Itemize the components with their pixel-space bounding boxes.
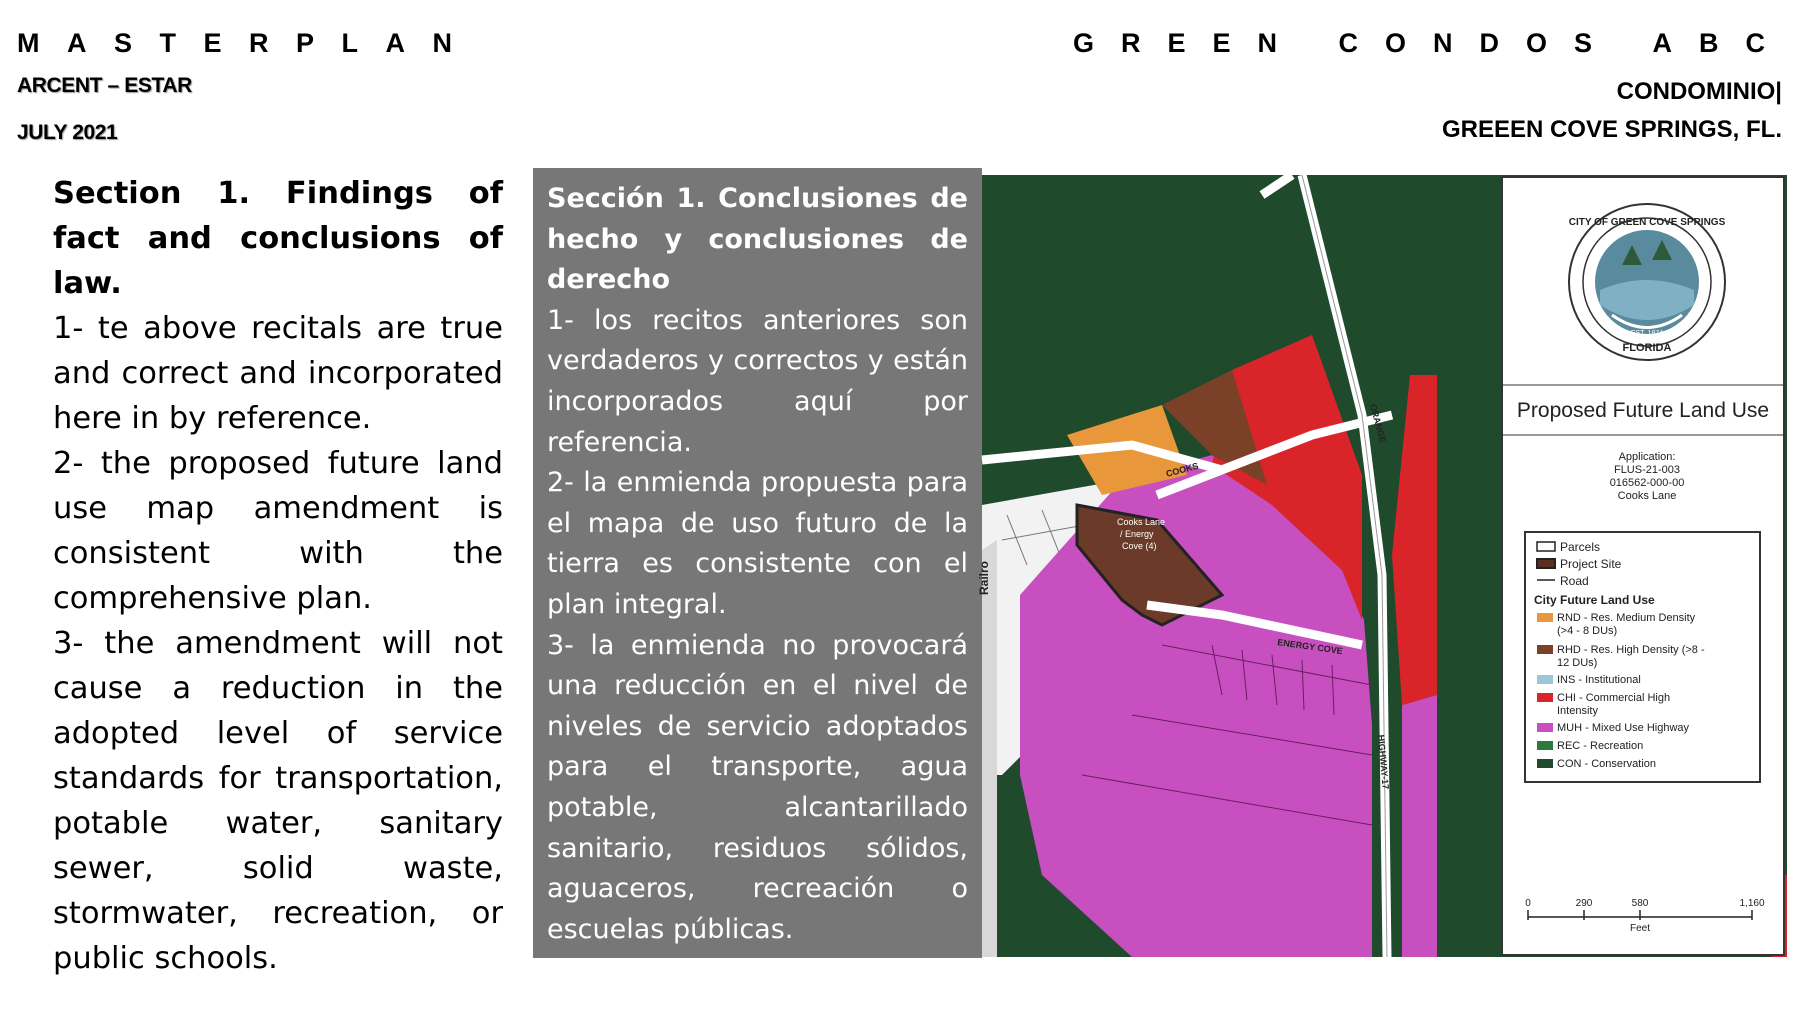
- legend-swatch-rnd: [1537, 613, 1553, 622]
- panel-title: Proposed Future Land Use: [1516, 399, 1770, 422]
- legend-swatch-con: [1537, 759, 1553, 768]
- project-type: CONDOMINIO|: [1616, 78, 1782, 105]
- legend-rhd: RHD - Res. High Density (>8 -: [1557, 644, 1705, 656]
- seal-top-text: CITY OF GREEN COVE SPRINGS: [1568, 217, 1726, 228]
- street-label-energy: ENERGY COVE: [1276, 637, 1344, 657]
- scale-tick-2: 580: [1631, 898, 1649, 909]
- location-name: Cooks Lane: [1617, 490, 1677, 502]
- project-location: GREEEN COVE SPRINGS, FL.: [1441, 116, 1782, 143]
- spanish-heading: Sección 1. Conclusiones de hecho y conclusiones de derecho: [547, 183, 968, 296]
- document-date: JULY 2021: [17, 121, 118, 144]
- legend-swatch-rec: [1537, 741, 1553, 750]
- legend-chi-2: Intensity: [1557, 705, 1598, 717]
- railroad: [982, 540, 997, 957]
- scale-tick-0: 0: [1525, 898, 1531, 909]
- legend-rec: REC - Recreation: [1557, 740, 1644, 752]
- project-label-2: / Energy: [1120, 529, 1154, 539]
- project-label-3: Cove (4): [1122, 541, 1157, 551]
- application-label: Application:: [1618, 451, 1676, 463]
- legend-rhd-2: 12 DUs): [1557, 657, 1598, 669]
- application-id: FLUS-21-003: [1613, 464, 1681, 476]
- mixed-use-highway-east: [1402, 695, 1437, 957]
- legend-con: CON - Conservation: [1557, 758, 1657, 770]
- project-subtitle: ARCENT – ESTAR: [17, 74, 192, 97]
- legend-fl-title: City Future Land Use: [1534, 593, 1655, 607]
- legend-project-site: Project Site: [1560, 557, 1622, 571]
- legend-swatch-rhd: [1537, 645, 1553, 654]
- parcel-id: 016562-000-00: [1609, 477, 1685, 489]
- masterplan-title: MASTERPLAN: [17, 28, 480, 58]
- spanish-item-2: 2- la enmienda propuesta para el mapa de uso futuro de la tierra es consistente con el plan integral.: [547, 467, 968, 620]
- seal-est-text: EST. 1874: [1630, 330, 1664, 337]
- street-label-highway: HIGHWAY-17: [1376, 734, 1391, 790]
- legend-swatch-muh: [1537, 723, 1553, 732]
- scale-unit: Feet: [1629, 923, 1651, 934]
- legend-rnd: RND - Res. Medium Density: [1557, 612, 1696, 624]
- seal-bottom-text: FLORIDA: [1622, 342, 1672, 354]
- street-label-orange: ORANGE: [1368, 402, 1388, 444]
- legend-road: Road: [1560, 574, 1589, 588]
- spanish-item-1: 1- los recitos anteriores son verdaderos y correctos y están incorporados aquí por referencia.: [547, 304, 968, 458]
- english-section: [53, 171, 503, 981]
- legend-rnd-2: (>4 - 8 DUs): [1557, 625, 1618, 637]
- future-land-use-map: [977, 175, 1787, 957]
- scale-tick-1: 290: [1575, 898, 1593, 909]
- legend-muh: MUH - Mixed Use Highway: [1557, 722, 1690, 734]
- project-name: GREEN CONDOS ABC: [1072, 28, 1792, 58]
- legend-chi: CHI - Commercial High: [1557, 692, 1671, 704]
- english-heading: Section 1. Findings of fact and conclusions of law.: [53, 176, 503, 301]
- legend-ins: INS - Institutional: [1557, 674, 1641, 686]
- english-item-3: 3- the amendment will not cause a reduction in the adopted level of service standards for transportation, potable water, sanitary sewer, solid waste, stormwater, recreation, or public schools.: [53, 626, 503, 976]
- spanish-item-3: 3- la enmienda no provocará una reducción en el nivel de niveles de servicio adoptados para el transporte, agua potable, alcantarillado sanitario, residuos sólidos, aguaceros, recreación o escuelas públicas.: [547, 629, 968, 945]
- legend-swatch-ins: [1537, 675, 1553, 684]
- legend-parcels: Parcels: [1560, 540, 1601, 554]
- legend-swatch-chi: [1537, 693, 1553, 702]
- street-label-cooks: COOKS: [1164, 460, 1200, 479]
- city-seal-icon: [1569, 204, 1726, 360]
- street-label-railroad: Railro: [977, 560, 991, 595]
- scale-tick-3: 1,160: [1739, 898, 1765, 909]
- english-item-1: 1- te above recitals are true and correct and incorporated here in by reference.: [53, 311, 503, 436]
- project-label-1: Cooks Lane: [1117, 517, 1166, 527]
- spanish-section: [533, 168, 982, 958]
- english-item-2: 2- the proposed future land use map amendment is consistent with the comprehensive plan.: [53, 446, 503, 616]
